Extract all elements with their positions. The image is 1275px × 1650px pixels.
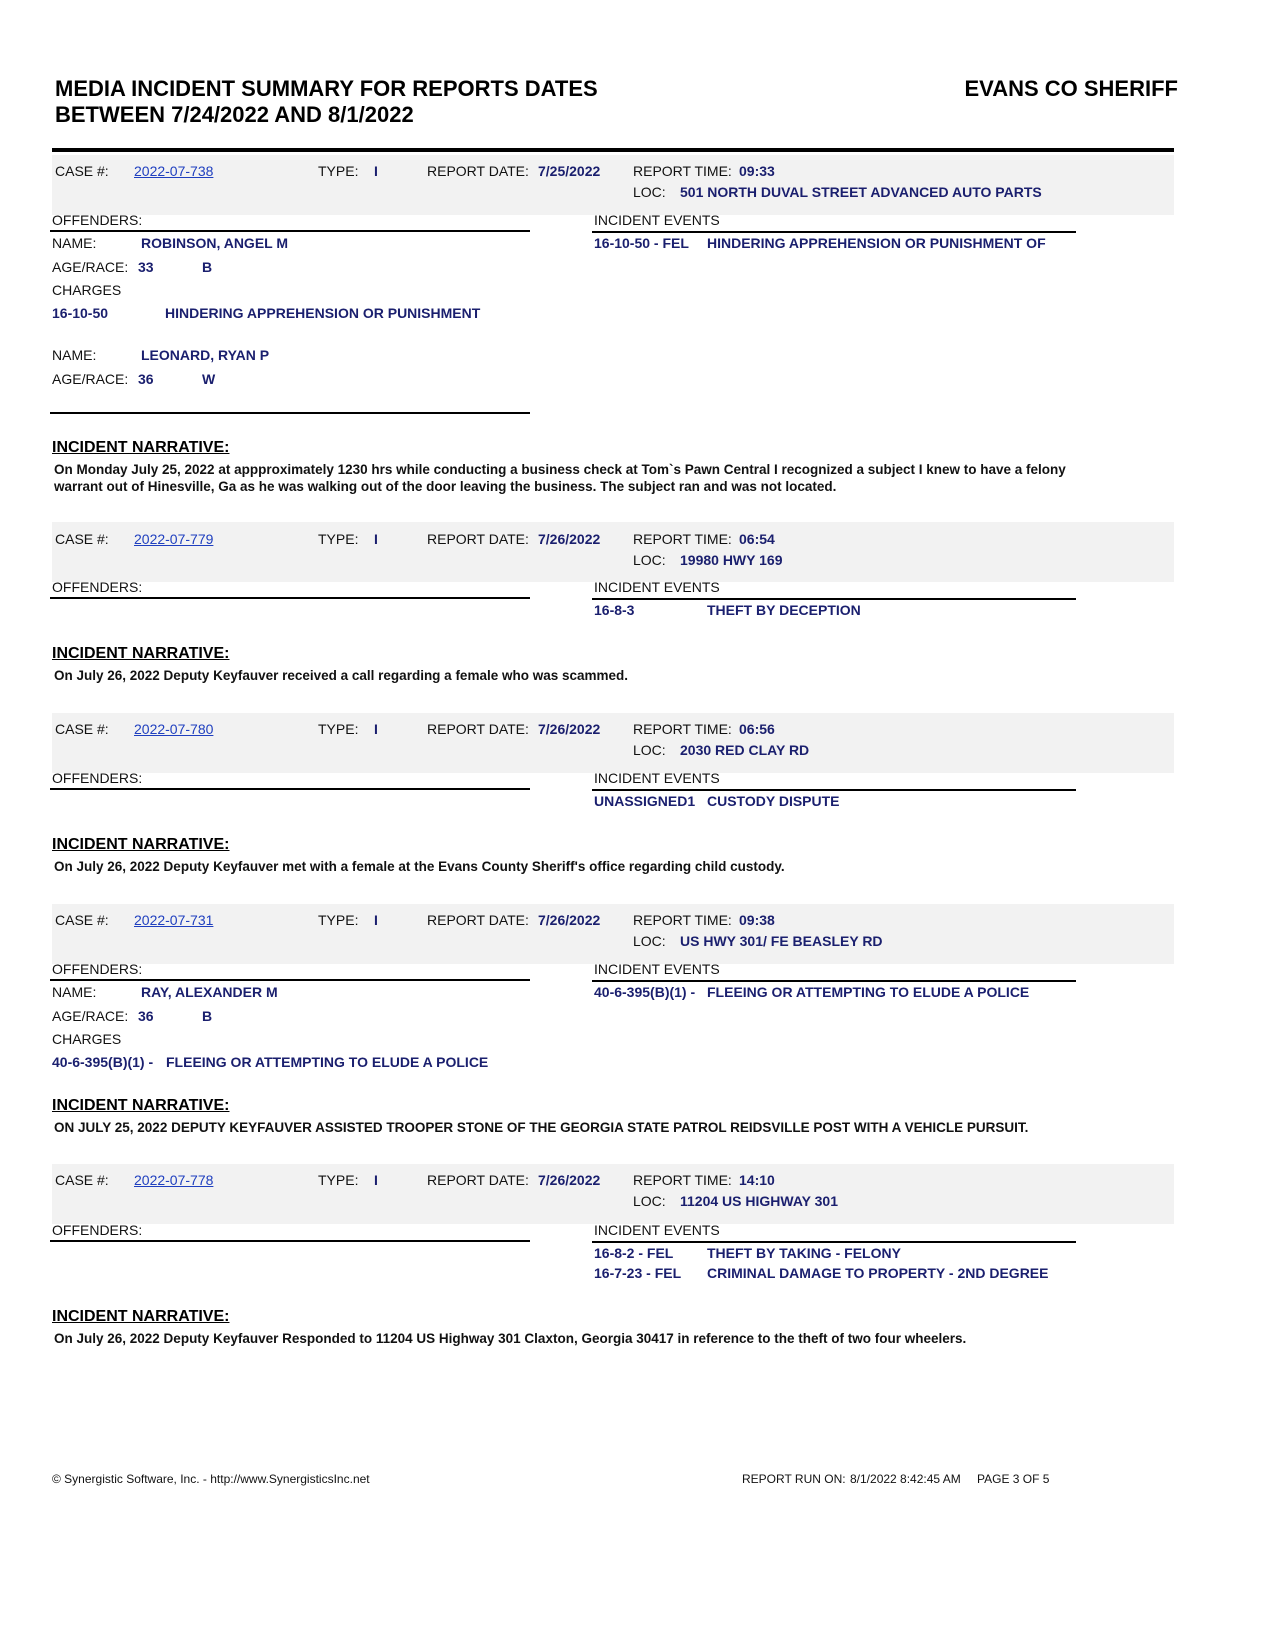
type-value: I xyxy=(374,912,378,928)
offender-race: W xyxy=(202,371,216,387)
narrative-heading: INCIDENT NARRATIVE: xyxy=(52,1308,230,1325)
report-time-value: 09:33 xyxy=(739,163,775,179)
case-label: CASE #: xyxy=(55,721,109,737)
offenders-rule xyxy=(50,979,530,981)
report-time-value: 14:10 xyxy=(739,1172,775,1188)
offenders-label: OFFENDERS: xyxy=(52,770,143,786)
loc-value: 11204 US HIGHWAY 301 xyxy=(680,1193,838,1209)
name-label: NAME: xyxy=(52,347,97,363)
report-time-label: REPORT TIME: xyxy=(633,721,732,737)
report-time-value: 06:54 xyxy=(739,531,775,547)
loc-value: 501 NORTH DUVAL STREET ADVANCED AUTO PARTS xyxy=(680,184,1042,200)
incident-events-label: INCIDENT EVENTS xyxy=(594,579,720,595)
charges-label: CHARGES xyxy=(52,282,122,298)
offenders-end-rule xyxy=(50,412,530,414)
type-value: I xyxy=(374,721,378,737)
narrative-text: On July 26, 2022 Deputy Keyfauver Responded to 11204 US Highway 301 Claxton, Georgia 30417 in reference to the theft of two four wheelers. xyxy=(54,1331,967,1346)
case-label: CASE #: xyxy=(55,531,109,547)
offenders-label: OFFENDERS: xyxy=(52,961,143,977)
narrative-heading: INCIDENT NARRATIVE: xyxy=(52,645,230,662)
event-description: HINDERING APPREHENSION OR PUNISHMENT OF xyxy=(707,235,1046,251)
report-title-line1: MEDIA INCIDENT SUMMARY FOR REPORTS DATES xyxy=(55,76,598,101)
report-time-label: REPORT TIME: xyxy=(633,531,732,547)
offenders-rule xyxy=(50,230,530,232)
case-label: CASE #: xyxy=(55,912,109,928)
loc-value: 2030 RED CLAY RD xyxy=(680,742,810,758)
narrative-heading: INCIDENT NARRATIVE: xyxy=(52,439,230,456)
report-time-value: 06:56 xyxy=(739,721,775,737)
case-number-link[interactable]: 2022-07-780 xyxy=(134,721,214,737)
offenders-label: OFFENDERS: xyxy=(52,579,143,595)
report-date-label: REPORT DATE: xyxy=(427,1172,529,1188)
offender-age: 36 xyxy=(138,371,154,387)
narrative-text: On July 26, 2022 Deputy Keyfauver received a call regarding a female who was scammed. xyxy=(54,668,629,683)
event-code: 16-8-2 - FEL xyxy=(594,1245,674,1261)
type-label: TYPE: xyxy=(318,721,359,737)
report-date-value: 7/26/2022 xyxy=(538,1172,601,1188)
incident-events-rule xyxy=(592,1241,1076,1243)
narrative-heading: INCIDENT NARRATIVE: xyxy=(52,836,230,853)
event-description: THEFT BY TAKING - FELONY xyxy=(707,1245,901,1261)
type-value: I xyxy=(374,1172,378,1188)
agency-name: EVANS CO SHERIFF xyxy=(964,76,1178,101)
name-label: NAME: xyxy=(52,984,97,1000)
event-code: 16-10-50 - FEL xyxy=(594,235,689,251)
case-header-band xyxy=(52,522,1174,582)
copyright-text: © Synergistic Software, Inc. - http://www.SynergisticsInc.net xyxy=(52,1472,370,1486)
loc-value: US HWY 301/ FE BEASLEY RD xyxy=(680,933,883,949)
charges-label: CHARGES xyxy=(52,1031,122,1047)
offenders-label: OFFENDERS: xyxy=(52,212,143,228)
loc-label: LOC: xyxy=(633,184,666,200)
event-code: 40-6-395(B)(1) - xyxy=(594,984,696,1000)
charge-code: 16-10-50 xyxy=(52,305,109,321)
offenders-rule xyxy=(50,597,530,599)
event-description: CUSTODY DISPUTE xyxy=(707,793,840,809)
report-time-label: REPORT TIME: xyxy=(633,1172,732,1188)
event-description: FLEEING OR ATTEMPTING TO ELUDE A POLICE xyxy=(707,984,1030,1000)
name-label: NAME: xyxy=(52,235,97,251)
type-label: TYPE: xyxy=(318,912,359,928)
offender-race: B xyxy=(202,1008,213,1024)
charge-description: FLEEING OR ATTEMPTING TO ELUDE A POLICE xyxy=(166,1054,489,1070)
report-date-label: REPORT DATE: xyxy=(427,531,529,547)
incident-events-rule xyxy=(592,598,1076,600)
type-label: TYPE: xyxy=(318,531,359,547)
case-number-link[interactable]: 2022-07-738 xyxy=(134,163,214,179)
header-divider xyxy=(52,148,1174,152)
report-date-label: REPORT DATE: xyxy=(427,163,529,179)
age-race-label: AGE/RACE: xyxy=(52,371,129,387)
type-value: I xyxy=(374,163,378,179)
case-header-band xyxy=(52,904,1174,964)
report-title xyxy=(55,76,598,128)
loc-value: 19980 HWY 169 xyxy=(680,552,783,568)
report-run-value: 8/1/2022 8:42:45 AM xyxy=(850,1472,961,1486)
case-number-link[interactable]: 2022-07-731 xyxy=(134,912,214,928)
offender-age: 33 xyxy=(138,259,154,275)
event-description: THEFT BY DECEPTION xyxy=(707,602,861,618)
narrative-heading: INCIDENT NARRATIVE: xyxy=(52,1097,230,1114)
loc-label: LOC: xyxy=(633,552,666,568)
event-description: CRIMINAL DAMAGE TO PROPERTY - 2ND DEGREE xyxy=(707,1265,1049,1281)
report-time-value: 09:38 xyxy=(739,912,775,928)
report-time-label: REPORT TIME: xyxy=(633,163,732,179)
case-number-link[interactable]: 2022-07-779 xyxy=(134,531,214,547)
loc-label: LOC: xyxy=(633,933,666,949)
offender-age: 36 xyxy=(138,1008,154,1024)
case-label: CASE #: xyxy=(55,163,109,179)
offenders-rule xyxy=(50,1240,530,1242)
report-date-label: REPORT DATE: xyxy=(427,721,529,737)
type-label: TYPE: xyxy=(318,163,359,179)
narrative-text: ON JULY 25, 2022 DEPUTY KEYFAUVER ASSISTED TROOPER STONE OF THE GEORGIA STATE PATROL REIDSVILLE POST WITH A VEHICLE PURSUIT. xyxy=(54,1120,1029,1135)
incident-events-rule xyxy=(592,231,1076,233)
case-label: CASE #: xyxy=(55,1172,109,1188)
incident-events-rule xyxy=(592,789,1076,791)
type-label: TYPE: xyxy=(318,1172,359,1188)
report-date-label: REPORT DATE: xyxy=(427,912,529,928)
report-date-value: 7/25/2022 xyxy=(538,163,601,179)
report-time-label: REPORT TIME: xyxy=(633,912,732,928)
offender-name: ROBINSON, ANGEL M xyxy=(141,235,289,251)
report-run-label: REPORT RUN ON: xyxy=(742,1472,846,1486)
case-header-band xyxy=(52,713,1174,773)
incident-events-label: INCIDENT EVENTS xyxy=(594,961,720,977)
report-date-value: 7/26/2022 xyxy=(538,721,601,737)
loc-label: LOC: xyxy=(633,742,666,758)
page-number: PAGE 3 OF 5 xyxy=(977,1472,1050,1486)
narrative-text: On July 26, 2022 Deputy Keyfauver met with a female at the Evans County Sheriff's office regarding child custody. xyxy=(54,859,785,874)
offender-name: RAY, ALEXANDER M xyxy=(141,984,278,1000)
report-date-value: 7/26/2022 xyxy=(538,912,601,928)
charge-code: 40-6-395(B)(1) - xyxy=(52,1054,154,1070)
event-code: 16-7-23 - FEL xyxy=(594,1265,682,1281)
report-date-value: 7/26/2022 xyxy=(538,531,601,547)
report-title-line2: BETWEEN 7/24/2022 AND 8/1/2022 xyxy=(55,102,414,127)
event-code: 16-8-3 xyxy=(594,602,635,618)
offender-name: LEONARD, RYAN P xyxy=(141,347,270,363)
age-race-label: AGE/RACE: xyxy=(52,259,129,275)
incident-events-label: INCIDENT EVENTS xyxy=(594,1222,720,1238)
incident-events-label: INCIDENT EVENTS xyxy=(594,770,720,786)
offender-race: B xyxy=(202,259,213,275)
offenders-label: OFFENDERS: xyxy=(52,1222,143,1238)
case-header-band xyxy=(52,1164,1174,1224)
incident-events-rule xyxy=(592,980,1076,982)
narrative-text: On Monday July 25, 2022 at appproximately 1230 hrs while conducting a business check at Tom`s Pawn Central I recognized a subject I knew to have a felony warrant out of Hinesville, Ga as he was walking out of the door leaving the business. The subject ran and was not located. xyxy=(54,462,1066,494)
case-number-link[interactable]: 2022-07-778 xyxy=(134,1172,214,1188)
loc-label: LOC: xyxy=(633,1193,666,1209)
event-code: UNASSIGNED1 xyxy=(594,793,696,809)
offenders-rule xyxy=(50,788,530,790)
type-value: I xyxy=(374,531,378,547)
charge-description: HINDERING APPREHENSION OR PUNISHMENT xyxy=(165,305,481,321)
incident-events-label: INCIDENT EVENTS xyxy=(594,212,720,228)
age-race-label: AGE/RACE: xyxy=(52,1008,129,1024)
